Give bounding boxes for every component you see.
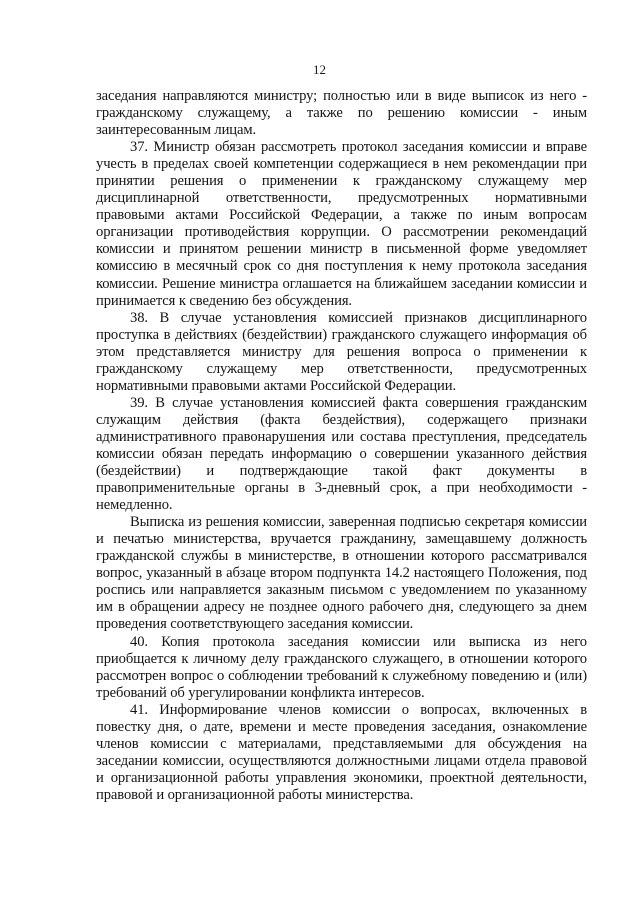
paragraph-40: 40. Копия протокола заседания комиссии или выписка из него приобщается к личному делу гражданского служащего, в отношении которого рассмотрен вопрос о соблюдении требований к служебному поведению и (или) требований об урегулировании конфликта интересов.	[96, 633, 587, 701]
paragraph-38: 38. В случае установления комиссией признаков дисциплинарного проступка в действиях (бездействии) гражданского служащего информация об этом представляется министру для решения вопроса о применении к гражданскому служащему мер ответственности, предусмотренных нормативными правовыми актами Российской Федерации.	[96, 309, 587, 394]
paragraph-extract: Выписка из решения комиссии, заверенная подписью секретаря комиссии и печатью министерства, вручается гражданину, замещавшему должность гражданской службы в министерстве, в отношении которого рассматривался вопрос, указанный в абзаце втором подпункта 14.2 настоящего Положения, под роспись или направляется заказным письмом с уведомлением по указанному им в обращении адресу не позднее одного рабочего дня, следующего за днем проведения соответствующего заседания комиссии.	[96, 514, 587, 633]
document-body	[96, 88, 587, 804]
paragraph-39: 39. В случае установления комиссией факта совершения гражданским служащим действия (факта бездействия), содержащего признаки административного правонарушения или состава преступления, председатель комиссии обязан передать информацию о совершении указанного действия (бездействии) и подтверждающие такой факт документы в правоприменительные органы в 3-дневный срок, а при необходимости - немедленно.	[96, 394, 587, 514]
paragraph-41: 41. Информирование членов комиссии о вопросах, включенных в повестку дня, о дате, времени и месте проведения заседания, ознакомление членов комиссии с материалами, представляемыми для обсуждения на заседании комиссии, осуществляются должностными лицами отдела правовой и организационной работы управления экономики, проектной деятельности, правовой и организационной работы министерства.	[96, 701, 587, 803]
paragraph-37: 37. Министр обязан рассмотреть протокол заседания комиссии и вправе учесть в пределах своей компетенции содержащиеся в нем рекомендации при принятии решения о применении к гражданскому служащему мер дисциплинарной ответственности, предусмотренных нормативными правовыми актами Российской Федерации, а также по иным вопросам организации противодействия коррупции. О рассмотрении рекомендаций комиссии и принятом решении министр в письменной форме уведомляет комиссию в месячный срок со дня поступления к нему протокола заседания комиссии. Решение министра оглашается на ближайшем заседании комиссии и принимается к сведению без обсуждения.	[96, 139, 587, 309]
page-number: 12	[313, 62, 326, 77]
paragraph-continuation: заседания направляются министру; полностью или в виде выписок из него - гражданскому служащему, а также по решению комиссии - иным заинтересованным лицам.	[96, 88, 587, 139]
